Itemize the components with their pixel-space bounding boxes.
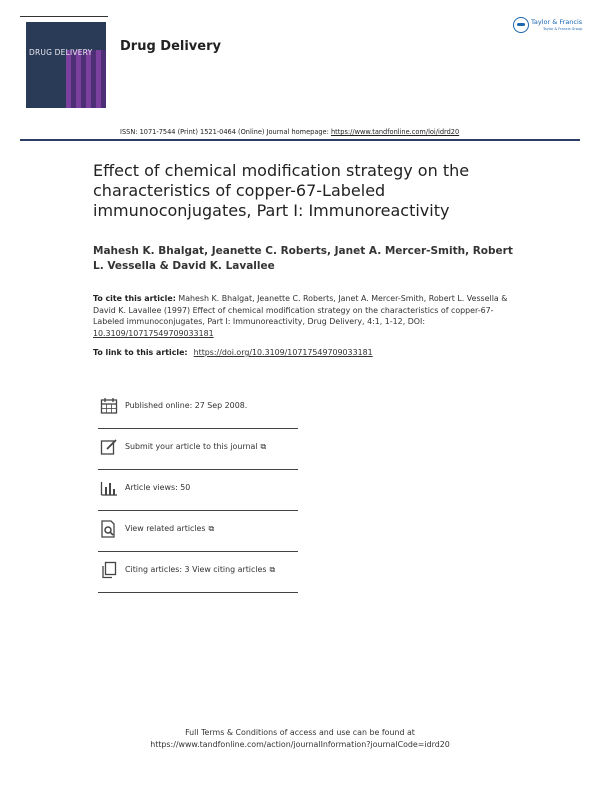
article-views: Article views: 50 bbox=[125, 483, 191, 492]
info-row-views bbox=[98, 479, 298, 519]
external-link-icon: ⧉ bbox=[208, 524, 215, 533]
view-related-articles-link[interactable]: View related articles bbox=[125, 524, 206, 533]
publisher-logo-subtext: Taylor & Francis Group bbox=[543, 27, 583, 31]
calendar-icon bbox=[100, 397, 118, 415]
article-doi-link[interactable]: https://doi.org/10.3109/10717549709033181 bbox=[193, 348, 373, 357]
terms-text: Full Terms & Conditions of access and use can be found at bbox=[185, 728, 415, 737]
external-link-icon: ⧉ bbox=[260, 442, 267, 451]
journal-cover-image bbox=[26, 22, 106, 108]
citation-text: Mahesh K. Bhalgat, Jeanette C. Roberts, Janet A. Mercer-Smith, Robert L. Vessella & David K. Lavallee (1997) Effect of chemical modification strategy on the characteristics of copper-67-Labeled immunoconjugates, Part I: Immunoreactivity, Drug Delivery, 4:1, 1-12, DOI: bbox=[93, 294, 508, 326]
article-title: Effect of chemical modification strategy on the characteristics of copper-67-Labeled immunoconjugates, Part I: Immunoreactivity bbox=[93, 161, 470, 220]
header-divider bbox=[20, 139, 580, 141]
issn-text: ISSN: 1071-7544 (Print) 1521-0464 (Online) Journal homepage: bbox=[120, 128, 331, 136]
link-label: To link to this article: bbox=[93, 348, 188, 357]
edit-icon bbox=[100, 438, 118, 456]
submit-article-link[interactable]: Submit your article to this journal bbox=[125, 442, 258, 451]
info-row-published bbox=[98, 397, 298, 437]
row-divider bbox=[98, 551, 298, 552]
row-divider bbox=[98, 510, 298, 511]
search-document-icon bbox=[100, 520, 118, 538]
row-divider bbox=[98, 592, 298, 593]
article-link-line bbox=[93, 348, 513, 357]
article-authors: Mahesh K. Bhalgat, Jeanette C. Roberts, Janet A. Mercer-Smith, Robert L. Vessella & David K. Lavallee bbox=[93, 245, 513, 272]
info-row-submit[interactable] bbox=[98, 438, 298, 478]
cover-top-rule bbox=[20, 16, 108, 17]
bar-chart-icon bbox=[100, 479, 118, 497]
issn-line bbox=[120, 128, 459, 136]
info-row-related[interactable] bbox=[98, 520, 298, 560]
row-divider bbox=[98, 428, 298, 429]
info-row-citing[interactable] bbox=[98, 561, 298, 601]
published-date: Published online: 27 Sep 2008. bbox=[125, 401, 248, 410]
citation-label: To cite this article: bbox=[93, 294, 176, 303]
terms-footer bbox=[0, 727, 600, 750]
cover-bars bbox=[66, 50, 106, 108]
citation-block bbox=[93, 293, 513, 339]
external-link-icon: ⧉ bbox=[269, 565, 276, 574]
citation-doi-link[interactable]: 10.3109/10717549709033181 bbox=[93, 328, 214, 338]
publisher-logo[interactable] bbox=[513, 17, 585, 37]
row-divider bbox=[98, 469, 298, 470]
publisher-logo-icon bbox=[513, 17, 529, 33]
copy-icon bbox=[100, 561, 118, 579]
journal-homepage-link[interactable]: https://www.tandfonline.com/loi/idrd20 bbox=[330, 128, 460, 136]
journal-name[interactable]: Drug Delivery bbox=[120, 39, 221, 54]
cover-title: DRUG DELIVERY bbox=[29, 48, 93, 57]
citing-articles-link[interactable]: Citing articles: 3 View citing articles bbox=[125, 565, 267, 574]
publisher-logo-text: Taylor & Francis bbox=[531, 18, 583, 26]
terms-link[interactable]: https://www.tandfonline.com/action/journalInformation?journalCode=idrd20 bbox=[150, 739, 450, 749]
